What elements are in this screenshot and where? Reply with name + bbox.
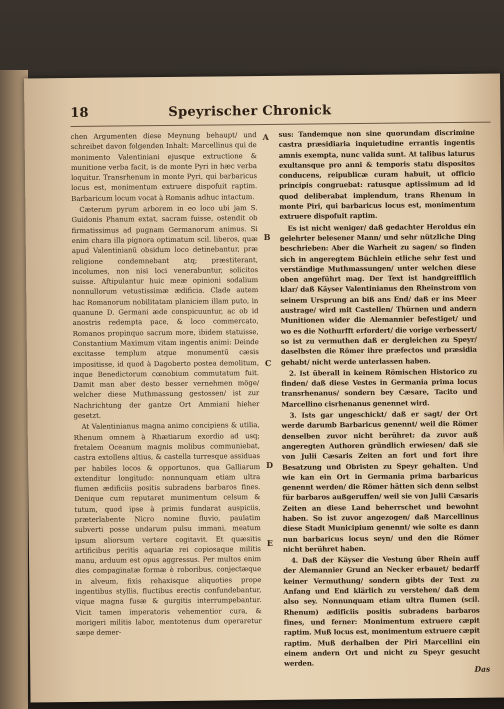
page-number: 18 — [70, 105, 89, 122]
left-paragraph: Cæterum pyrum arborem in eo loco ubi jam S. Guidonis Phanum extat, sacram fuisse, ostendit ob firmatissimus ad pugnam Germanorum animus. Si enim chara illa pignora optimatum scil. liberos, quæ apud Valentinianū obsidum loco detinebantur, præ religione condemnebant atq; præstiterant, incolumes, non nisi loci venerabuntur, solicitos suisse. Aftipulantur huic meæ opinioni sodalium nonnullorum vetustissimæ ædificia. Clade autem hac Romanorum nobilitatam planiciem illam puto, in quanune D. Germani æde conspicuuntur, ac ob id anostris redempta pace, & loco commercato, Romanos propinquo sacrum more, ibidem statuisse, Constantium Maximum vitam ingentis animi: Deinde excitasse templum atque monumentū cæsis impositisse, id quod à Dagoberto postea demolitum, inque Benedictorum cœnobium commutatum fuit. Damit man aber desto besser vernehmen möge/ welcher diese Muthmassung gestossen/ ist zur Nachrichtung der gantze Ort Ammiani hieher gesetzt. — [71, 204, 260, 421]
book-edge — [0, 70, 28, 709]
margin-marker: E — [266, 537, 274, 548]
right-paragraph: 4. Daß der Käyser die Vestung über Rhein auff der Alemannier Grund an Necker erbauet/ bedarff keiner Vermuthung/ sondern gibts der Text zu Anfang und End klärlich zu verstehen/ daß dem also sey. Nonnunquam etiam ultra flumen (scil. Rhenum) ædificiis positis subradens barbaros fines, und ferner: Monimentum extruere cæpit raptim. Muß locus est, monimentum extruere cæpit raptim. Muß derhalben der Piri Marcellini ein einem andern Ort und nicht zu Speyr gesucht werden. — [283, 554, 481, 668]
text-columns — [71, 128, 497, 692]
header-rule — [71, 122, 491, 127]
margin-marker: D — [266, 459, 274, 470]
left-paragraph: chen Argumenten diese Meynung behaupt/ und schreibet davon folgenden Inhalt: Marcellinus qui de monimento Valentiniani ejusque extructione & munitione verba facit, is de monte Pyri in hæc verba loquitur. Transrhenum in monte Pyri, qui barbaricus locus est, monimentum extruere dispofuit raptim. Barbaricum locum vocat à Romanis adhuc intactum. — [70, 131, 258, 203]
right-paragraph: sus: Tandemque non sine quorundam discrimine castra præsidiaria inquietudine errantis ingentis amnis exempta, nunc valida sunt. At talibus laturus exultansque pro anni & temporis statu dispositos conducens, reipublicæ curam habuit, ut officio principis congruebat: ratusque aptissimum ad id quod deliberabat implendum, trans Rhenum in monte Piri, qui barbaricus locus est, monimentum extruere dispofuit raptim. — [278, 128, 476, 222]
margin-marker: C — [264, 357, 272, 368]
page-content — [70, 102, 496, 692]
right-paragraph: 3. Ists gar ungeschickt/ daß er sagt/ der Ort werde darumb Barbaricus genennt/ weil die Römer denselben zuvor nicht berühret: da zuvor auß angeregten Authoren gründlich erwiesen/ daß sie von Julii Cæsaris Zeiten an fort und fort ihre Besatzung und Obristen zu Speyr gehalten. Und wie kan ein Ort in Germania prima barbaricus genennt werden/ die Römer hätten sich denn selbst für barbaros außgeruffen/ weil sie von Julii Cæsaris Zeiten an diese Land beherrschet und bewohnt haben. So ist zuvor angezogen/ daß Marcellinus diese Stadt Municipium genennt/ wie solte es dann nun barbaricus locus seyn/ und den die Römer nicht berühret haben. — [281, 409, 479, 554]
right-paragraph: 2. Ist überall in keinem Römischen Historico zu finden/ daß diese Vestes in Germania prima locus transrhenanus/ sondern bey Cæsare, Tacito und Marcellino cisrhenanus genennet wird. — [281, 367, 478, 409]
page-header — [70, 102, 490, 128]
running-head: Speyrischer Chronick — [168, 103, 332, 120]
catchword: Das — [474, 664, 491, 674]
book-page — [24, 74, 504, 703]
left-paragraph: At Valentinianus magna animo concipiens & utilia, Rhenum omnem à Rhætiarum exordio ad usq; fretalem Oceanum magnis molibus communiebat, castra extollens altius, & castella turresque assiduas per habiles locos & opportunos, qua Galliarum extenditur longitudo: nonnunquam etiam ultra flumen ædificiis positis subradens barbaros fines. Denique cum reputaret munimentum celsum & tutum, quod ipse à primis fundarat auspiciis, præterlabente Nicro nomine fluvio, paulatim subverti posse undarum pulsu immani, meatum ipsum aliorsum vertere cogitavit. Et quæsitis artificibus peritis aquariæ rei copiosaque militis manu, arduum est opus aggressus. Per multos enim dies compaginatæ formæ è roboribus, conjectæque in alveum, fixis rehaxisque aliquoties prope ingentibus styllis, fluctibus erectis confundebantur, vique magna fusæ & gurgitis interrumpebantur. Vicit tamen imperatoris vehementior cura, & morigeri militis labor, mentotenus dum operaretur sæpe demer- — [73, 421, 262, 638]
left-column — [71, 130, 262, 638]
margin-marker: B — [263, 231, 271, 242]
margin-marker: A — [262, 131, 269, 142]
right-column — [279, 128, 481, 669]
right-paragraph: Es ist nicht weniger/ daß gedachter Heroldus ein gelehrter belesener Mann/ und sehr nützliche Ding beschrieben: Aber die Warheit zu sagen/ so finden sich in angeregtem Büchlein etliche sehr fest und verständige Muthmassungen/ unter welchen diese oben angeführt mag. Der Text ist handgreifflich klar/ daß Käyser Valentinianus den Rheinstrom von seinem Ursprung an biß ans End/ daß er ins Meer austrage/ wird mit Castellen/ Thürnen und andern Munitionen wider die Alemannier befestiget/ und wo es die Nothurfft erfordert/ die vorige verbessert/ so ist zu vermuthen daß er dergleichen zu Speyr/ daselbsten die Römer ihre præfectos und præsidia gehabt/ nicht werde unterlassen haben. — [279, 222, 477, 367]
